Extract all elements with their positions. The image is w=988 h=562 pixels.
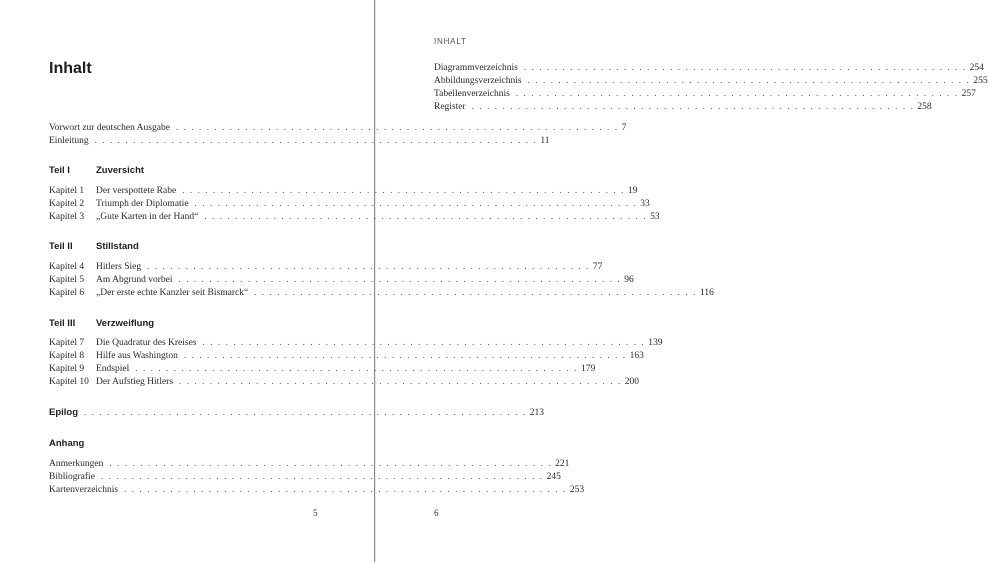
toc-entry-title: Tabellenverzeichnis xyxy=(434,89,510,99)
chapter-label: Kapitel 10 xyxy=(49,377,89,387)
toc-entry-title: Epilog xyxy=(49,407,79,418)
part-number: Teil I xyxy=(49,165,70,176)
dot-leader: . . . . . . . . . . . . . . . . . . . . . . . . . . . . . . . . . . . . . . . . . . . . . . . . . . . . . . . . . . xyxy=(178,274,622,284)
toc-entry-title: Vorwort zur deutschen Ausgabe xyxy=(49,123,170,133)
section-heading-anhang: Anhang xyxy=(49,438,85,449)
toc-entry-title: Kartenverzeichnis xyxy=(49,485,119,495)
toc-entry-title: „Gute Karten in der Hand“ xyxy=(96,212,199,222)
toc-entry-kapitel-4[interactable] xyxy=(49,260,603,272)
dot-leader: . . . . . . . . . . . . . . . . . . . . . . . . . . . . . . . . . . . . . . . . . . . . . . . . . . . . . . . . . . xyxy=(527,75,971,85)
toc-entry-title: Die Quadratur des Kreises xyxy=(96,338,197,348)
page-number-left: 5 xyxy=(313,508,318,518)
dot-leader: . . . . . . . . . . . . . . . . . . . . . . . . . . . . . . . . . . . . . . . . . . . . . . . . . . . . . . . . . . xyxy=(147,261,590,271)
toc-entry-page: 200 xyxy=(624,377,640,387)
toc-entry-register[interactable] xyxy=(434,100,932,112)
toc-entry-kapitel-7[interactable] xyxy=(49,336,663,348)
chapter-label: Kapitel 2 xyxy=(49,199,85,209)
toc-entry-kartenverzeichnis[interactable] xyxy=(49,483,585,495)
toc-entry-page: 7 xyxy=(621,123,627,133)
toc-entry-page: 179 xyxy=(581,364,596,374)
part-number: Teil II xyxy=(49,241,73,252)
dot-leader: . . . . . . . . . . . . . . . . . . . . . . . . . . . . . . . . . . . . . . . . . . . . . . . . . . . . . . . . . . xyxy=(182,185,625,195)
toc-entry-title: „Der erste echte Kanzler seit Bismarck“ xyxy=(96,288,249,298)
toc-entry-anmerkungen[interactable] xyxy=(49,457,570,469)
chapter-label: Kapitel 4 xyxy=(49,262,85,272)
toc-entry-page: 221 xyxy=(555,459,570,469)
toc-entry-title: Am Abgrund vorbei xyxy=(96,275,173,285)
toc-entry-page: 139 xyxy=(648,338,663,348)
toc-entry-kapitel-9[interactable] xyxy=(49,362,596,374)
dot-leader: . . . . . . . . . . . . . . . . . . . . . . . . . . . . . . . . . . . . . . . . . . . . . . . . . . . . . . . . . . xyxy=(124,484,567,494)
toc-entry-title: Diagrammverzeichnis xyxy=(434,63,518,73)
toc-entry-page: 245 xyxy=(546,472,561,482)
part-name: Verzweiflung xyxy=(96,318,155,329)
dot-leader: . . . . . . . . . . . . . . . . . . . . . . . . . . . . . . . . . . . . . . . . . . . . . . . . . . . . . . . . . . xyxy=(183,350,627,360)
toc-entry-page: 116 xyxy=(699,288,714,298)
toc-entry-title: Der verspottete Rabe xyxy=(96,186,177,196)
toc-entry-title: Anmerkungen xyxy=(49,459,104,469)
toc-entry-page: 11 xyxy=(540,136,550,146)
toc-entry-page: 19 xyxy=(627,186,638,196)
chapter-label: Kapitel 5 xyxy=(49,275,85,285)
part-heading-teil-1 xyxy=(49,165,144,177)
dot-leader: . . . . . . . . . . . . . . . . . . . . . . . . . . . . . . . . . . . . . . . . . . . . . . . . . . . . . . . . . . xyxy=(94,135,538,145)
toc-entry-kapitel-8[interactable] xyxy=(49,349,644,361)
toc-entry-title: Abbildungsverzeichnis xyxy=(434,76,522,86)
dot-leader: . . . . . . . . . . . . . . . . . . . . . . . . . . . . . . . . . . . . . . . . . . . . . . . . . . . . . . . . . . xyxy=(175,122,619,132)
dot-leader: . . . . . . . . . . . . . . . . . . . . . . . . . . . . . . . . . . . . . . . . . . . . . . . . . . . . . . . . . . xyxy=(135,363,578,373)
toc-entry-diagrammverzeichnis[interactable] xyxy=(434,61,984,73)
toc-entry-kapitel-6[interactable] xyxy=(49,286,714,298)
toc-entry-title: Triumph der Diplomatie xyxy=(96,199,189,209)
toc-entry-vorwort[interactable] xyxy=(49,121,627,133)
chapter-label: Kapitel 9 xyxy=(49,364,85,374)
toc-entry-kapitel-5[interactable] xyxy=(49,273,634,285)
part-heading-teil-2 xyxy=(49,241,139,253)
dot-leader: . . . . . . . . . . . . . . . . . . . . . . . . . . . . . . . . . . . . . . . . . . . . . . . . . . . . . . . . . . xyxy=(204,211,648,221)
running-head: INHALT xyxy=(434,37,467,46)
chapter-label: Kapitel 8 xyxy=(49,351,85,361)
toc-entry-kapitel-3[interactable] xyxy=(49,210,660,222)
toc-entry-title: Endspiel xyxy=(96,364,130,374)
toc-heading: Inhalt xyxy=(49,60,92,77)
part-name: Zuversicht xyxy=(96,165,145,176)
toc-entry-kapitel-10[interactable] xyxy=(49,375,640,387)
dot-leader: . . . . . . . . . . . . . . . . . . . . . . . . . . . . . . . . . . . . . . . . . . . . . . . . . . . . . . . . . . xyxy=(100,471,544,481)
toc-entry-page: 213 xyxy=(529,408,545,418)
dot-leader: . . . . . . . . . . . . . . . . . . . . . . . . . . . . . . . . . . . . . . . . . . . . . . . . . . . . . . . . . . xyxy=(254,287,697,297)
page-number-right: 6 xyxy=(434,508,439,518)
dot-leader: . . . . . . . . . . . . . . . . . . . . . . . . . . . . . . . . . . . . . . . . . . . . . . . . . . . . . . . . . . xyxy=(515,88,959,98)
toc-entry-title: Bibliografie xyxy=(49,472,95,482)
chapter-label: Kapitel 3 xyxy=(49,212,85,222)
dot-leader: . . . . . . . . . . . . . . . . . . . . . . . . . . . . . . . . . . . . . . . . . . . . . . . . . . . . . . . . . . xyxy=(84,407,527,417)
dot-leader: . . . . . . . . . . . . . . . . . . . . . . . . . . . . . . . . . . . . . . . . . . . . . . . . . . . . . . . . . . xyxy=(194,198,638,208)
toc-entry-page: 77 xyxy=(592,262,603,272)
toc-entry-page: 253 xyxy=(569,485,585,495)
dot-leader: . . . . . . . . . . . . . . . . . . . . . . . . . . . . . . . . . . . . . . . . . . . . . . . . . . . . . . . . . . xyxy=(523,62,967,72)
chapter-label: Kapitel 7 xyxy=(49,338,85,348)
toc-entry-title: Hitlers Sieg xyxy=(96,262,142,272)
toc-entry-kapitel-2[interactable] xyxy=(49,197,650,209)
dot-leader: . . . . . . . . . . . . . . . . . . . . . . . . . . . . . . . . . . . . . . . . . . . . . . . . . . . . . . . . . . xyxy=(471,101,915,111)
toc-entry-einleitung[interactable] xyxy=(49,134,550,146)
toc-entry-page: 163 xyxy=(629,351,644,361)
toc-entry-tabellenverzeichnis[interactable] xyxy=(434,87,976,99)
toc-entry-page: 258 xyxy=(917,102,932,112)
dot-leader: . . . . . . . . . . . . . . . . . . . . . . . . . . . . . . . . . . . . . . . . . . . . . . . . . . . . . . . . . . xyxy=(109,458,553,468)
part-number: Teil III xyxy=(49,318,76,329)
toc-entry-page: 33 xyxy=(640,199,650,209)
toc-entry-page: 255 xyxy=(973,76,988,86)
toc-entry-title: Der Aufstieg Hitlers xyxy=(96,377,174,387)
toc-entry-page: 96 xyxy=(624,275,634,285)
toc-entry-title: Register xyxy=(434,102,466,112)
toc-entry-title: Einleitung xyxy=(49,136,89,146)
toc-entry-abbildungsverzeichnis[interactable] xyxy=(434,74,988,86)
part-name: Stillstand xyxy=(96,241,139,252)
toc-entry-epilog[interactable] xyxy=(49,406,545,418)
part-heading-teil-3 xyxy=(49,318,154,330)
dot-leader: . . . . . . . . . . . . . . . . . . . . . . . . . . . . . . . . . . . . . . . . . . . . . . . . . . . . . . . . . . xyxy=(202,337,646,347)
toc-entry-bibliografie[interactable] xyxy=(49,470,561,482)
dot-leader: . . . . . . . . . . . . . . . . . . . . . . . . . . . . . . . . . . . . . . . . . . . . . . . . . . . . . . . . . . xyxy=(179,376,622,386)
toc-entry-kapitel-1[interactable] xyxy=(49,184,638,196)
chapter-label: Kapitel 6 xyxy=(49,288,85,298)
toc-entry-page: 254 xyxy=(969,63,984,73)
toc-entry-title: Hilfe aus Washington xyxy=(96,351,178,361)
chapter-label: Kapitel 1 xyxy=(49,186,85,196)
toc-entry-page: 53 xyxy=(650,212,660,222)
toc-entry-page: 257 xyxy=(961,89,976,99)
